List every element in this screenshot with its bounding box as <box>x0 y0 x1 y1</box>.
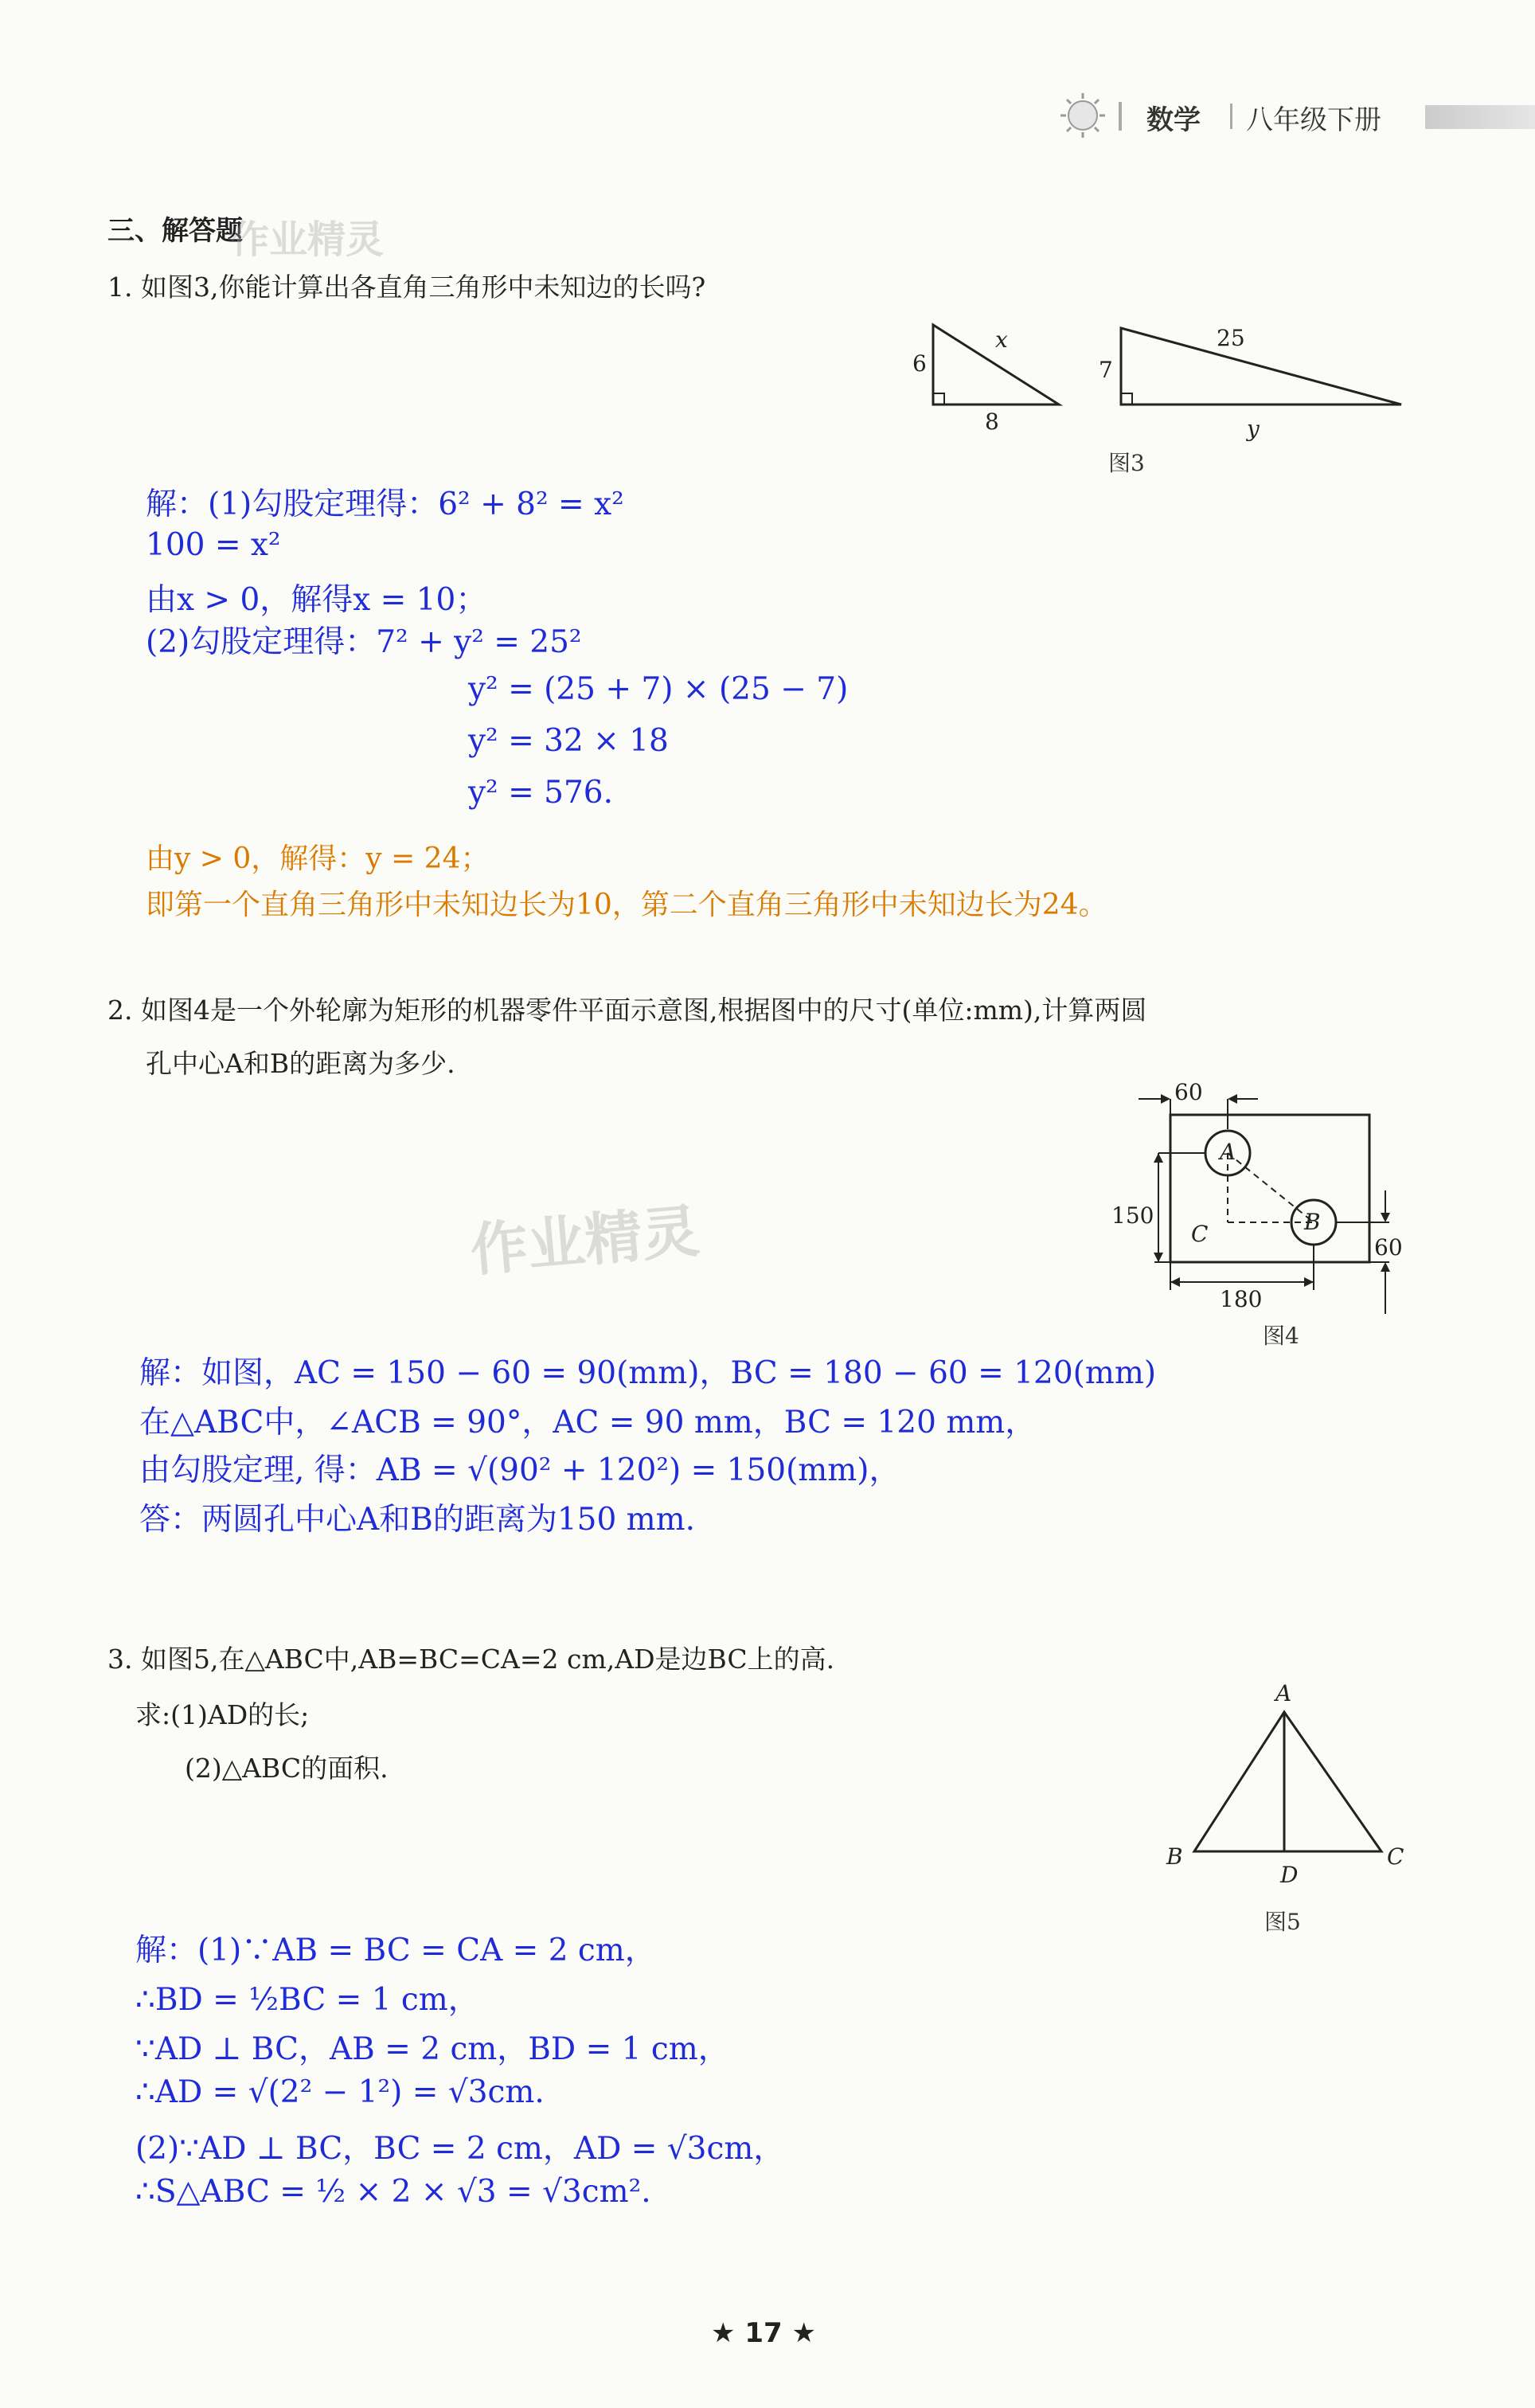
figure-3 <box>900 311 1417 486</box>
fig3-label-6: 6 <box>912 350 927 377</box>
fig5-label-b: B <box>1166 1843 1183 1870</box>
triangle-abc <box>1194 1712 1381 1851</box>
right-angle-mark-1 <box>933 393 944 405</box>
fig3-label-25: 25 <box>1217 325 1245 351</box>
header-divider-2 <box>1230 104 1232 129</box>
fig4-dim-bottom: 180 <box>1220 1286 1263 1312</box>
fig3-label-7: 7 <box>1099 357 1113 383</box>
fig4-label-b: B <box>1304 1209 1321 1235</box>
sun-icon <box>1059 92 1107 139</box>
triangle-2 <box>1121 328 1401 405</box>
q1-answer-line-7: y² = 576. <box>468 775 613 811</box>
right-angle-mark-2 <box>1121 393 1132 405</box>
q1-answer-line-3: 由x > 0，解得x = 10； <box>146 582 487 618</box>
q1-answer-line-8: 由y > 0，解得：y = 24； <box>146 842 490 875</box>
fig4-label-c: C <box>1191 1221 1209 1247</box>
q2-answer-line-1: 解：如图，AC = 150 − 60 = 90(mm)，BC = 180 − 60 = 120(mm) <box>139 1355 1157 1391</box>
q1-answer-line-6: y² = 32 × 18 <box>468 723 669 759</box>
q1-answer-line-4: (2)勾股定理得：7² + y² = 25² <box>146 624 582 660</box>
q3-answer-line-6: ∴S△ABC = ½ × 2 × √3 = √3cm². <box>135 2174 651 2210</box>
header-logo <box>1059 92 1107 139</box>
fig4-dim-right: 60 <box>1374 1234 1403 1261</box>
q2-text-line-2: 孔中心A和B的距离为多少. <box>146 1048 455 1079</box>
fig5-label-c: C <box>1387 1843 1404 1870</box>
fig4-label-a: A <box>1220 1139 1236 1165</box>
q1-answer-line-5: y² = (25 + 7) × (25 − 7) <box>468 671 849 707</box>
q1-answer-line-9: 即第一个直角三角形中未知边长为10，第二个直角三角形中未知边长为24。 <box>146 889 1107 921</box>
q1-text: 1. 如图3,你能计算出各直角三角形中未知边的长吗? <box>107 272 706 303</box>
watermark-top: 作业精灵 <box>231 217 385 262</box>
fig4-dim-top: 60 <box>1174 1079 1203 1105</box>
fig3-caption: 图3 <box>1108 450 1145 476</box>
q3-answer-line-5: (2)∵AD ⊥ BC，BC = 2 cm，AD = √3cm， <box>135 2131 785 2167</box>
fig5-label-d: D <box>1280 1862 1299 1888</box>
q1-answer-line-1: 解：(1)勾股定理得：6² + 8² = x² <box>146 487 624 522</box>
figure-4 <box>1115 1083 1417 1322</box>
q3-answer-line-1: 解：(1)∵AB = BC = CA = 2 cm， <box>135 1933 656 1968</box>
fig3-label-y: y <box>1247 416 1260 442</box>
q2-answer-line-4: 答：两圆孔中心A和B的距离为150 mm. <box>139 1502 696 1538</box>
q2-text-line-1: 2. 如图4是一个外轮廓为矩形的机器零件平面示意图,根据图中的尺寸(单位:mm),计算两圆 <box>107 995 1147 1026</box>
page-number: ★ 17 ★ <box>711 2317 816 2349</box>
fig4-caption: 图4 <box>1263 1323 1299 1349</box>
watermark-middle: 作业精灵 <box>467 1197 702 1284</box>
q3-text-line-3: (2)△ABC的面积. <box>185 1753 389 1784</box>
header-divider-1 <box>1119 102 1122 131</box>
fig4-dim-left: 150 <box>1111 1202 1154 1229</box>
q3-text-line-1: 3. 如图5,在△ABC中,AB=BC=CA=2 cm,AD是边BC上的高. <box>107 1644 835 1675</box>
q3-answer-line-4: ∴AD = √(2² − 1²) = √3cm. <box>135 2074 545 2110</box>
fig3-label-x: x <box>995 326 1008 353</box>
fig3-label-8: 8 <box>985 408 999 435</box>
section-title: 三、解答题 <box>107 215 243 247</box>
fig5-caption: 图5 <box>1264 1909 1301 1935</box>
fig5-label-a: A <box>1275 1680 1292 1706</box>
q3-answer-line-2: ∴BD = ½BC = 1 cm， <box>135 1982 479 2018</box>
header-bar <box>1425 105 1535 129</box>
q3-text-line-2: 求:(1)AD的长; <box>135 1699 310 1730</box>
q2-answer-line-3: 由勾股定理, 得：AB = √(90² + 120²) = 150(mm)， <box>139 1452 900 1488</box>
figure-5 <box>1178 1704 1417 1863</box>
q1-answer-line-2: 100 = x² <box>146 527 281 563</box>
q2-answer-line-2: 在△ABC中，∠ACB = 90°，AC = 90 mm，BC = 120 mm， <box>139 1405 1037 1440</box>
q3-answer-line-3: ∵AD ⊥ BC，AB = 2 cm，BD = 1 cm， <box>135 2031 729 2067</box>
header-grade: 八年级下册 <box>1246 104 1381 136</box>
segment-ab <box>1228 1153 1314 1222</box>
header-subject: 数学 <box>1146 104 1201 136</box>
